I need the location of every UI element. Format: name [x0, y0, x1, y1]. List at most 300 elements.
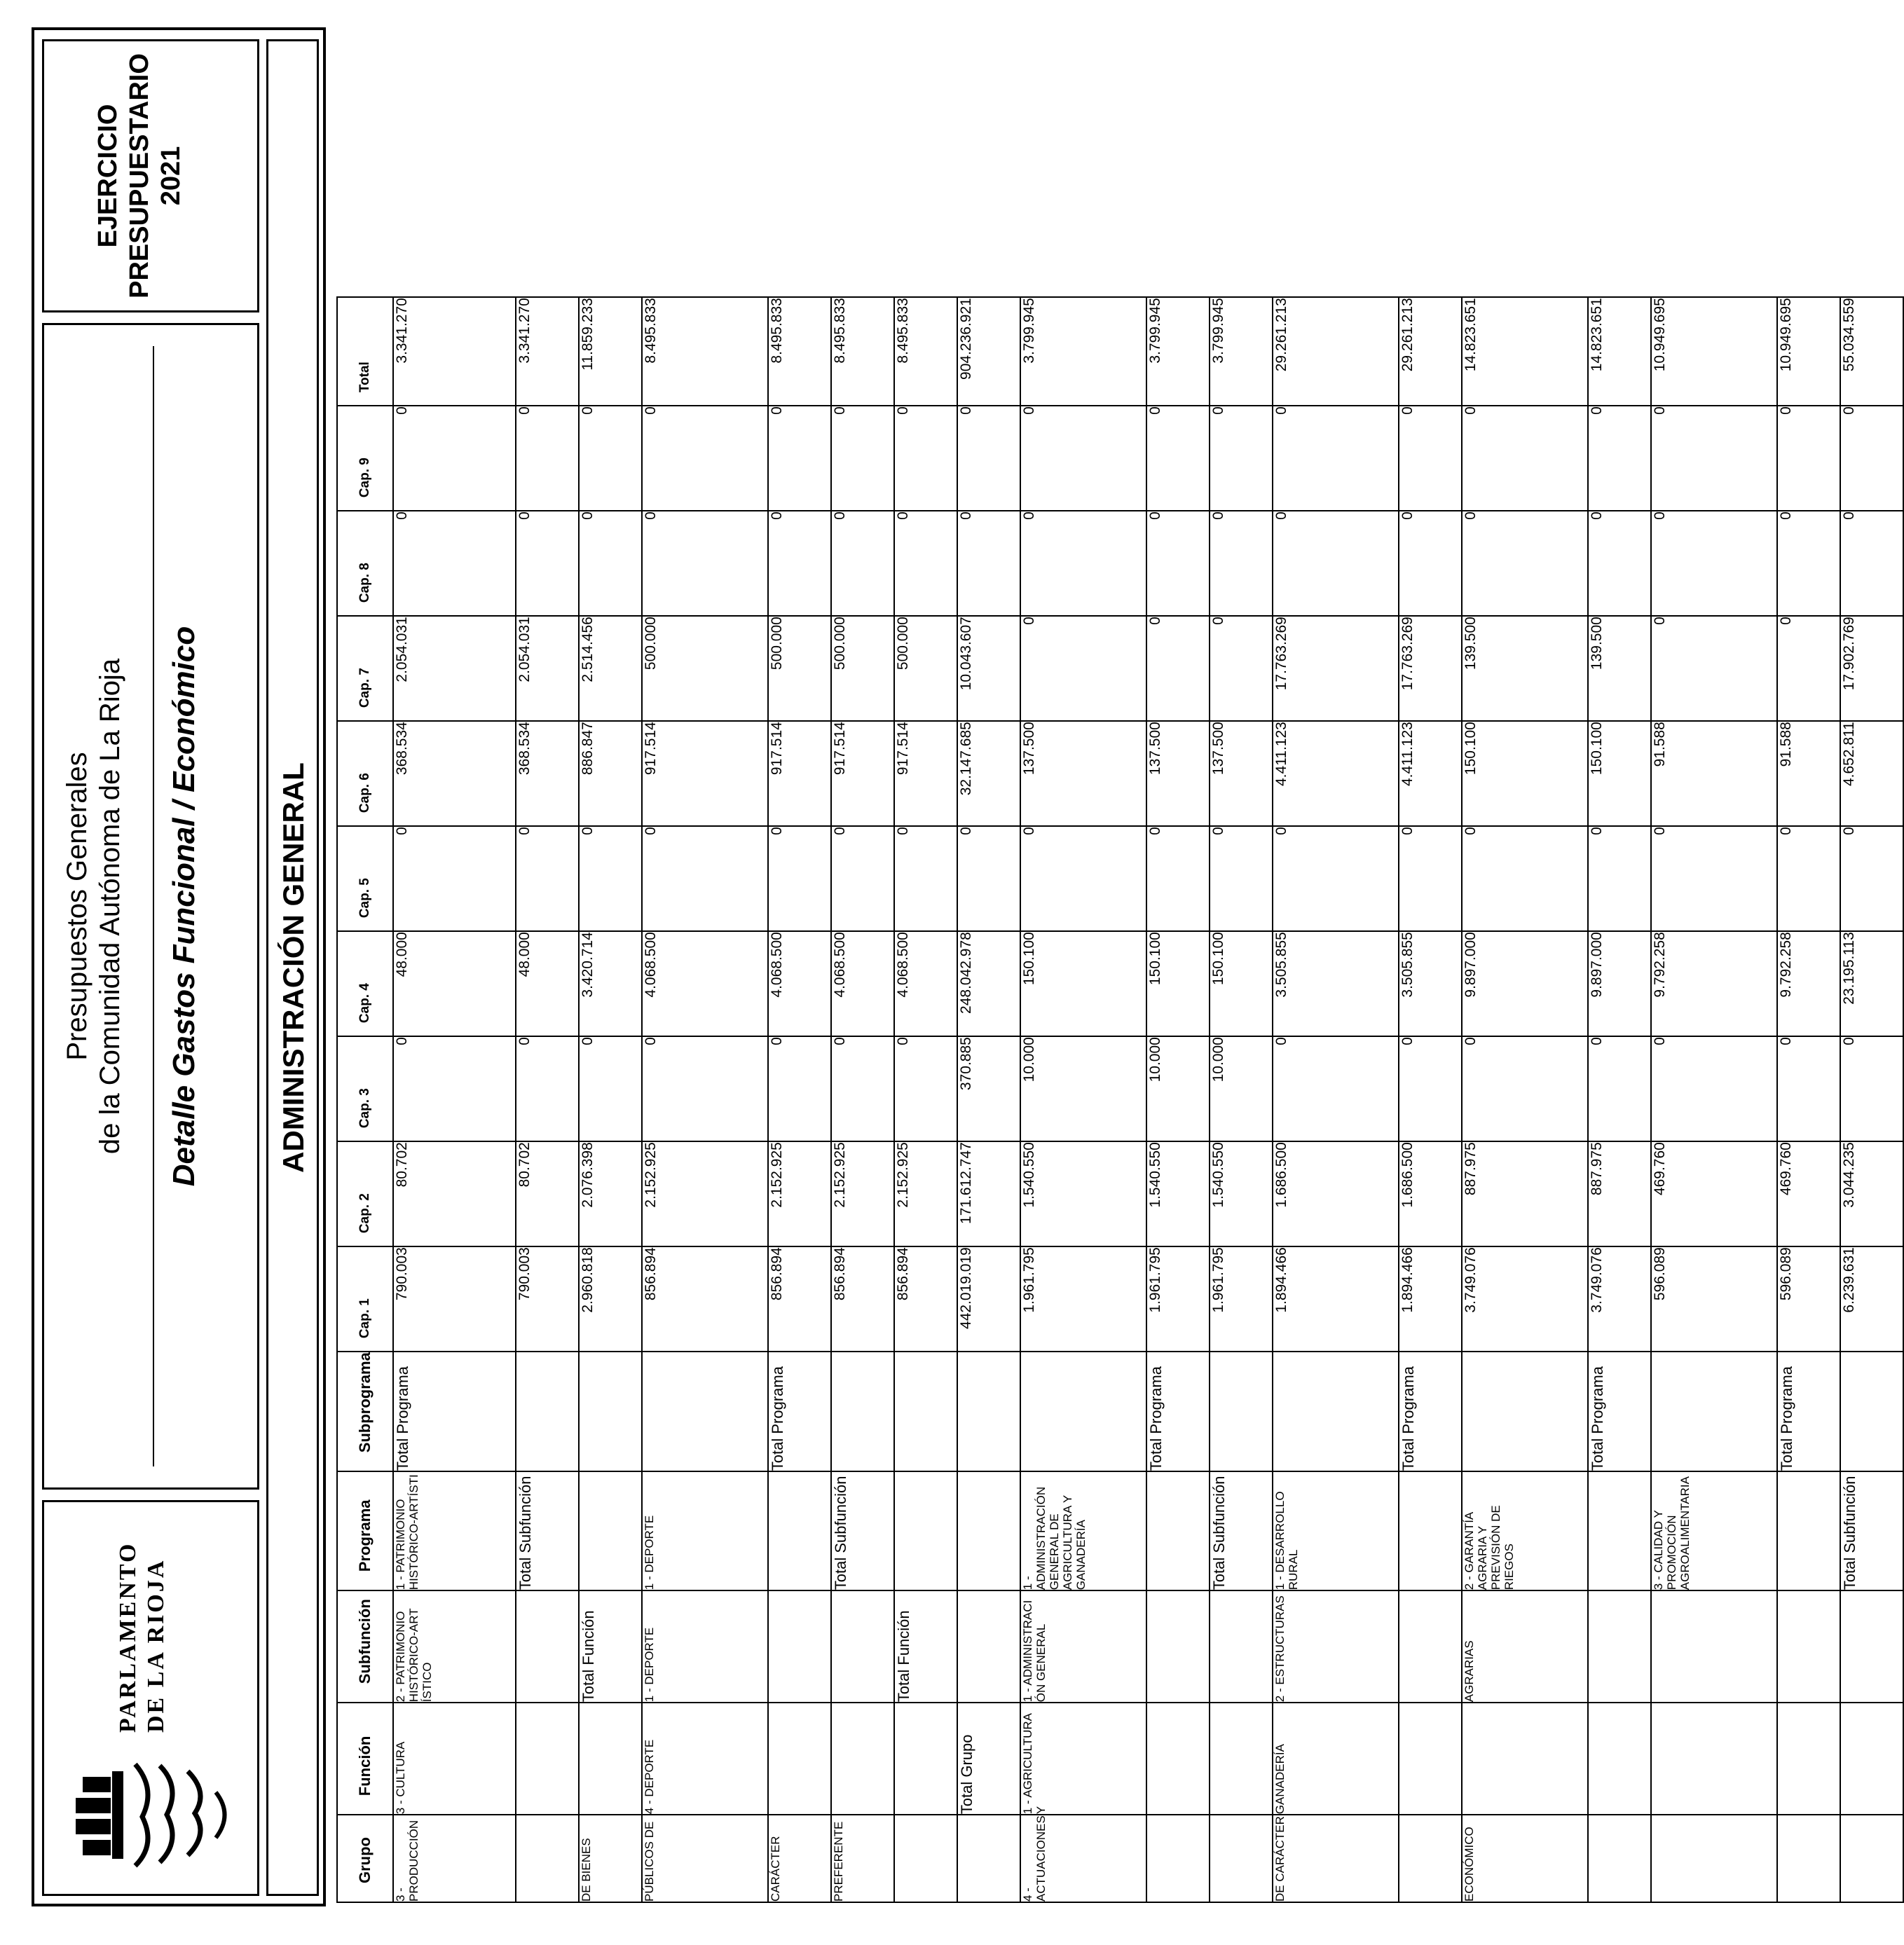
cell-value: 1.540.550	[1210, 1141, 1273, 1246]
cell-value: 0	[1651, 616, 1777, 721]
cell-funcion: Total Grupo	[957, 1703, 1020, 1815]
logo-text-line1: PARLAMENTO	[115, 1541, 141, 1733]
cell-subprograma: Total Programa	[1777, 1352, 1840, 1471]
cell-subprograma: Total Programa	[1588, 1352, 1651, 1471]
cell-funcion: 1 - AGRICULTURA Y	[1020, 1703, 1146, 1815]
year-line-2: PRESUPUESTARIO	[125, 53, 154, 298]
cell-value: 0	[1777, 1036, 1840, 1141]
cell-value: 0	[516, 826, 579, 931]
cell-value: 1.961.795	[1210, 1246, 1273, 1352]
cell-programa	[957, 1471, 1020, 1590]
cell-value: 0	[1399, 1036, 1462, 1141]
cell-grupo: CARÁCTER	[768, 1815, 831, 1902]
cell-value: 137.500	[1020, 721, 1146, 826]
cell-grupo	[1146, 1815, 1210, 1902]
cell-grupo	[957, 1815, 1020, 1902]
cell-programa	[579, 1471, 642, 1590]
cell-funcion: 3 - CULTURA	[393, 1703, 516, 1815]
cell-programa	[768, 1471, 831, 1590]
cell-value: 856.894	[831, 1246, 894, 1352]
cell-grupo: DE CARÁCTER	[1273, 1815, 1399, 1902]
cell-programa: 1 - PATRIMONIO HISTÓRICO-ARTÍSTI	[393, 1471, 516, 1590]
cell-value: 0	[1020, 511, 1146, 616]
table-row	[1651, 297, 1777, 1902]
cell-value: 442.019.019	[957, 1246, 1020, 1352]
cell-value: 0	[768, 406, 831, 511]
column-header: Grupo	[337, 1815, 393, 1902]
cell-value: 500.000	[894, 616, 957, 721]
cell-value: 1.894.466	[1399, 1246, 1462, 1352]
cell-value: 0	[579, 826, 642, 931]
table-row	[1399, 297, 1462, 1902]
cell-value: 0	[579, 1036, 642, 1141]
cell-funcion	[1399, 1703, 1462, 1815]
cell-value: 368.534	[393, 721, 516, 826]
cell-value: 0	[1020, 826, 1146, 931]
cell-subprograma	[579, 1352, 642, 1471]
cell-value: 1.961.795	[1146, 1246, 1210, 1352]
cell-subfuncion: Total Función	[579, 1590, 642, 1703]
cell-value: 0	[393, 1036, 516, 1141]
cell-value: 139.500	[1462, 616, 1588, 721]
cell-funcion	[1840, 1703, 1903, 1815]
cell-value: 0	[894, 406, 957, 511]
cell-subfuncion: Total Función	[894, 1590, 957, 1703]
cell-value: 10.949.695	[1651, 297, 1777, 406]
cell-funcion: 4 - DEPORTE	[642, 1703, 768, 1815]
cell-value: 0	[393, 511, 516, 616]
cell-grupo	[1840, 1815, 1903, 1902]
cell-subprograma: Total Programa	[1146, 1352, 1210, 1471]
cell-value: 887.975	[1462, 1141, 1588, 1246]
cell-value: 0	[1273, 826, 1399, 931]
table-header-row	[337, 297, 393, 1902]
cell-value: 0	[642, 1036, 768, 1141]
cell-value: 0	[642, 406, 768, 511]
cell-value: 0	[831, 1036, 894, 1141]
table-body	[393, 297, 1903, 1902]
cell-programa	[1588, 1471, 1651, 1590]
cell-value: 0	[1273, 511, 1399, 616]
cell-value: 0	[1399, 826, 1462, 931]
cell-subprograma	[1462, 1352, 1588, 1471]
cell-value: 0	[957, 406, 1020, 511]
cell-value: 0	[1146, 406, 1210, 511]
cell-grupo: 4 - ACTUACIONES	[1020, 1815, 1146, 1902]
cell-value: 4.068.500	[768, 931, 831, 1036]
cell-value: 0	[393, 826, 516, 931]
logo-text-line2: DE LA RIOJA	[143, 1558, 169, 1733]
cell-funcion	[1146, 1703, 1210, 1815]
cell-value: 2.960.818	[579, 1246, 642, 1352]
section-box	[266, 39, 319, 1896]
cell-value: 0	[1777, 406, 1840, 511]
cell-value: 1.961.795	[1020, 1246, 1146, 1352]
year-line-1: EJERCICIO	[93, 104, 123, 248]
cell-value: 0	[1399, 406, 1462, 511]
cell-value: 91.588	[1777, 721, 1840, 826]
cell-subprograma: Total Programa	[768, 1352, 831, 1471]
column-header: Cap. 2	[337, 1141, 393, 1246]
cell-programa: Total Subfunción	[516, 1471, 579, 1590]
cell-value: 4.411.123	[1273, 721, 1399, 826]
cell-subfuncion	[1777, 1590, 1840, 1703]
cell-programa: Total Subfunción	[1840, 1471, 1903, 1590]
cell-value: 3.044.235	[1840, 1141, 1903, 1246]
cell-value: 2.054.031	[393, 616, 516, 721]
cell-value: 0	[1462, 511, 1588, 616]
cell-value: 0	[642, 826, 768, 931]
cell-value: 80.702	[516, 1141, 579, 1246]
cell-value: 3.505.855	[1399, 931, 1462, 1036]
cell-value: 248.042.978	[957, 931, 1020, 1036]
cell-grupo: ECONÓMICO	[1462, 1815, 1588, 1902]
cell-programa: 1 - ADMINISTRACIÓN GENERAL DE AGRICULTURA Y GANADERÍA	[1020, 1471, 1146, 1590]
cell-subfuncion: 1 - ADMINISTRACI ÓN GENERAL	[1020, 1590, 1146, 1703]
cell-grupo: DE BIENES	[579, 1815, 642, 1902]
cell-value: 9.792.258	[1777, 931, 1840, 1036]
cell-grupo	[894, 1815, 957, 1902]
cell-value: 1.540.550	[1146, 1141, 1210, 1246]
cell-value: 0	[1588, 406, 1651, 511]
cell-value: 3.341.270	[393, 297, 516, 406]
cell-value: 0	[1651, 1036, 1777, 1141]
table-row	[1777, 297, 1840, 1902]
cell-value: 171.612.747	[957, 1141, 1020, 1246]
cell-subfuncion	[831, 1590, 894, 1703]
table-row	[1840, 297, 1903, 1902]
cell-programa: Total Subfunción	[1210, 1471, 1273, 1590]
cell-value: 0	[1210, 406, 1273, 511]
cell-value: 0	[1273, 1036, 1399, 1141]
cell-funcion	[1462, 1703, 1588, 1815]
cell-value: 150.100	[1588, 721, 1651, 826]
cell-value: 0	[393, 406, 516, 511]
cell-value: 0	[579, 406, 642, 511]
cell-value: 0	[1210, 826, 1273, 931]
cell-value: 0	[579, 511, 642, 616]
cell-value: 29.261.213	[1399, 297, 1462, 406]
cell-value: 32.147.685	[957, 721, 1020, 826]
cell-value: 8.495.833	[768, 297, 831, 406]
cell-value: 3.420.714	[579, 931, 642, 1036]
cell-programa	[1777, 1471, 1840, 1590]
cell-value: 2.152.925	[642, 1141, 768, 1246]
cell-subfuncion	[957, 1590, 1020, 1703]
cell-value: 0	[1146, 511, 1210, 616]
cell-value: 0	[831, 826, 894, 931]
cell-subfuncion: 2 - PATRIMONIO HISTÓRICO-ART ÍSTICO	[393, 1590, 516, 1703]
cell-value: 0	[831, 406, 894, 511]
title-line-2: de la Comunidad Autónoma de La Rioja	[95, 658, 125, 1155]
cell-value: 917.514	[894, 721, 957, 826]
cell-value: 3.799.945	[1210, 297, 1273, 406]
cell-value: 0	[1840, 1036, 1903, 1141]
cell-value: 11.859.233	[579, 297, 642, 406]
cell-subfuncion	[1210, 1590, 1273, 1703]
cell-value: 10.000	[1020, 1036, 1146, 1141]
cell-funcion	[1777, 1703, 1840, 1815]
cell-value: 139.500	[1588, 616, 1651, 721]
cell-subprograma	[642, 1352, 768, 1471]
cell-subfuncion	[1399, 1590, 1462, 1703]
cell-funcion	[1588, 1703, 1651, 1815]
column-header: Total	[337, 297, 393, 406]
cell-value: 886.847	[579, 721, 642, 826]
cell-value: 9.897.000	[1462, 931, 1588, 1036]
table-row	[894, 297, 957, 1902]
cell-value: 8.495.833	[894, 297, 957, 406]
cell-subfuncion: 2 - ESTRUCTURAS	[1273, 1590, 1399, 1703]
section-title: ADMINISTRACIÓN GENERAL	[277, 762, 310, 1173]
cell-value: 0	[768, 511, 831, 616]
cell-value: 3.799.945	[1020, 297, 1146, 406]
cell-value: 17.902.769	[1840, 616, 1903, 721]
cell-subfuncion: AGRARIAS	[1462, 1590, 1588, 1703]
cell-value: 80.702	[393, 1141, 516, 1246]
cell-value: 0	[1146, 616, 1210, 721]
cell-funcion	[831, 1703, 894, 1815]
cell-value: 4.068.500	[894, 931, 957, 1036]
cell-value: 0	[1588, 1036, 1651, 1141]
cell-value: 0	[1020, 616, 1146, 721]
column-header: Cap. 7	[337, 616, 393, 721]
cell-value: 55.034.559	[1840, 297, 1903, 406]
cell-value: 9.897.000	[1588, 931, 1651, 1036]
cell-value: 3.799.945	[1146, 297, 1210, 406]
cell-programa: 1 - DEPORTE	[642, 1471, 768, 1590]
cell-value: 917.514	[642, 721, 768, 826]
cell-subfuncion	[1651, 1590, 1777, 1703]
cell-value: 0	[1146, 826, 1210, 931]
cell-subfuncion	[1146, 1590, 1210, 1703]
cell-value: 0	[516, 1036, 579, 1141]
cell-value: 150.100	[1462, 721, 1588, 826]
column-header: Subprograma	[337, 1352, 393, 1471]
cell-value: 0	[1651, 826, 1777, 931]
cell-value: 3.341.270	[516, 297, 579, 406]
parliament-crest-icon	[69, 1750, 237, 1876]
column-header: Cap. 4	[337, 931, 393, 1036]
cell-value: 8.495.833	[642, 297, 768, 406]
cell-value: 0	[1210, 511, 1273, 616]
cell-value: 6.239.631	[1840, 1246, 1903, 1352]
cell-grupo	[1777, 1815, 1840, 1902]
title-line-1: Presupuestos Generales	[62, 752, 93, 1061]
cell-value: 14.823.651	[1462, 297, 1588, 406]
cell-value: 790.003	[393, 1246, 516, 1352]
cell-value: 2.076.398	[579, 1141, 642, 1246]
cell-funcion	[1210, 1703, 1273, 1815]
cell-value: 0	[1588, 826, 1651, 931]
cell-value: 91.588	[1651, 721, 1777, 826]
table-row	[516, 297, 579, 1902]
cell-value: 0	[1840, 511, 1903, 616]
cell-value: 3.505.855	[1273, 931, 1399, 1036]
cell-value: 150.100	[1146, 931, 1210, 1036]
cell-value: 904.236.921	[957, 297, 1020, 406]
cell-subprograma	[894, 1352, 957, 1471]
table-row	[1146, 297, 1210, 1902]
cell-value: 887.975	[1588, 1141, 1651, 1246]
cell-programa	[1399, 1471, 1462, 1590]
cell-value: 917.514	[831, 721, 894, 826]
cell-value: 0	[1777, 826, 1840, 931]
cell-value: 0	[1651, 406, 1777, 511]
column-header: Cap. 8	[337, 511, 393, 616]
cell-value: 0	[957, 826, 1020, 931]
cell-value: 48.000	[516, 931, 579, 1036]
cell-value: 14.823.651	[1588, 297, 1651, 406]
cell-value: 0	[831, 511, 894, 616]
cell-value: 150.100	[1020, 931, 1146, 1036]
cell-programa	[1146, 1471, 1210, 1590]
cell-value: 0	[1840, 826, 1903, 931]
title-box	[42, 323, 259, 1490]
cell-grupo	[1651, 1815, 1777, 1902]
table-row	[831, 297, 894, 1902]
cell-value: 137.500	[1210, 721, 1273, 826]
cell-value: 2.514.456	[579, 616, 642, 721]
cell-subprograma	[957, 1352, 1020, 1471]
cell-funcion	[768, 1703, 831, 1815]
cell-value: 0	[768, 1036, 831, 1141]
cell-value: 0	[1210, 616, 1273, 721]
table-row	[1273, 297, 1399, 1902]
cell-value: 4.068.500	[642, 931, 768, 1036]
cell-subprograma	[831, 1352, 894, 1471]
cell-value: 0	[1273, 406, 1399, 511]
cell-value: 23.195.113	[1840, 931, 1903, 1036]
cell-programa: 3 - CALIDAD Y PROMOCIÓN AGROALIMENTARIA	[1651, 1471, 1777, 1590]
cell-grupo	[1210, 1815, 1273, 1902]
title-divider	[153, 346, 154, 1466]
cell-value: 917.514	[768, 721, 831, 826]
cell-value: 29.261.213	[1273, 297, 1399, 406]
cell-programa: 1 - DESARROLLO RURAL	[1273, 1471, 1399, 1590]
cell-subprograma: Total Programa	[393, 1352, 516, 1471]
year-line-3: 2021	[156, 146, 186, 206]
cell-value: 17.763.269	[1273, 616, 1399, 721]
table-row	[642, 297, 768, 1902]
column-header: Cap. 9	[337, 406, 393, 511]
logo-box	[42, 1500, 259, 1896]
cell-value: 17.763.269	[1399, 616, 1462, 721]
cell-value: 2.152.925	[831, 1141, 894, 1246]
cell-value: 0	[1399, 511, 1462, 616]
table-row	[1588, 297, 1651, 1902]
cell-value: 10.949.695	[1777, 297, 1840, 406]
cell-value: 4.411.123	[1399, 721, 1462, 826]
cell-value: 0	[894, 1036, 957, 1141]
cell-grupo	[516, 1815, 579, 1902]
cell-value: 1.686.500	[1399, 1141, 1462, 1246]
cell-subprograma	[1651, 1352, 1777, 1471]
cell-value: 500.000	[831, 616, 894, 721]
table-row	[579, 297, 642, 1902]
cell-value: 0	[642, 511, 768, 616]
table-row	[1210, 297, 1273, 1902]
cell-subprograma	[1020, 1352, 1146, 1471]
column-header: Cap. 3	[337, 1036, 393, 1141]
cell-subfuncion	[1588, 1590, 1651, 1703]
cell-value: 10.000	[1210, 1036, 1273, 1141]
column-header: Cap. 6	[337, 721, 393, 826]
cell-value: 2.152.925	[768, 1141, 831, 1246]
cell-value: 2.054.031	[516, 616, 579, 721]
column-header: Subfunción	[337, 1590, 393, 1703]
cell-value: 0	[894, 826, 957, 931]
cell-value: 150.100	[1210, 931, 1273, 1036]
table-row	[957, 297, 1020, 1902]
cell-grupo	[1399, 1815, 1462, 1902]
cell-funcion	[516, 1703, 579, 1815]
cell-value: 0	[1020, 406, 1146, 511]
table-row	[1020, 297, 1146, 1902]
cell-value: 469.760	[1651, 1141, 1777, 1246]
cell-value: 1.894.466	[1273, 1246, 1399, 1352]
cell-value: 1.540.550	[1020, 1141, 1146, 1246]
cell-value: 0	[1462, 406, 1588, 511]
column-header: Cap. 1	[337, 1246, 393, 1352]
report-subtitle: Detalle Gastos Funcional / Económico	[167, 626, 201, 1187]
cell-value: 856.894	[894, 1246, 957, 1352]
cell-grupo: PÚBLICOS DE	[642, 1815, 768, 1902]
cell-programa	[894, 1471, 957, 1590]
cell-value: 500.000	[642, 616, 768, 721]
cell-value: 370.885	[957, 1036, 1020, 1141]
cell-subprograma	[1210, 1352, 1273, 1471]
cell-value: 0	[516, 406, 579, 511]
table-row	[768, 297, 831, 1902]
cell-value: 9.792.258	[1651, 931, 1777, 1036]
cell-subprograma	[516, 1352, 579, 1471]
cell-grupo: PREFERENTE	[831, 1815, 894, 1902]
cell-value: 8.495.833	[831, 297, 894, 406]
cell-grupo: 3 - PRODUCCIÓN	[393, 1815, 516, 1902]
column-header: Cap. 5	[337, 826, 393, 931]
cell-subfuncion	[516, 1590, 579, 1703]
logo-text	[114, 1542, 170, 1733]
cell-subfuncion	[768, 1590, 831, 1703]
cell-funcion	[1651, 1703, 1777, 1815]
cell-value: 0	[1462, 1036, 1588, 1141]
cell-value: 0	[1651, 511, 1777, 616]
cell-value: 3.749.076	[1462, 1246, 1588, 1352]
cell-subprograma	[1840, 1352, 1903, 1471]
column-header: Programa	[337, 1471, 393, 1590]
cell-value: 0	[1588, 511, 1651, 616]
cell-value: 596.089	[1651, 1246, 1777, 1352]
cell-funcion	[579, 1703, 642, 1815]
cell-value: 856.894	[768, 1246, 831, 1352]
cell-value: 0	[768, 826, 831, 931]
cell-value: 0	[516, 511, 579, 616]
year-box	[42, 39, 259, 312]
budget-table	[336, 296, 1904, 1903]
cell-value: 469.760	[1777, 1141, 1840, 1246]
cell-value: 10.043.607	[957, 616, 1020, 721]
cell-value: 596.089	[1777, 1246, 1840, 1352]
cell-subfuncion: 1 - DEPORTE	[642, 1590, 768, 1703]
cell-value: 10.000	[1146, 1036, 1210, 1141]
cell-value: 0	[1777, 616, 1840, 721]
cell-subprograma	[1273, 1352, 1399, 1471]
cell-subfuncion	[1840, 1590, 1903, 1703]
cell-subprograma: Total Programa	[1399, 1352, 1462, 1471]
cell-value: 790.003	[516, 1246, 579, 1352]
column-header: Función	[337, 1703, 393, 1815]
